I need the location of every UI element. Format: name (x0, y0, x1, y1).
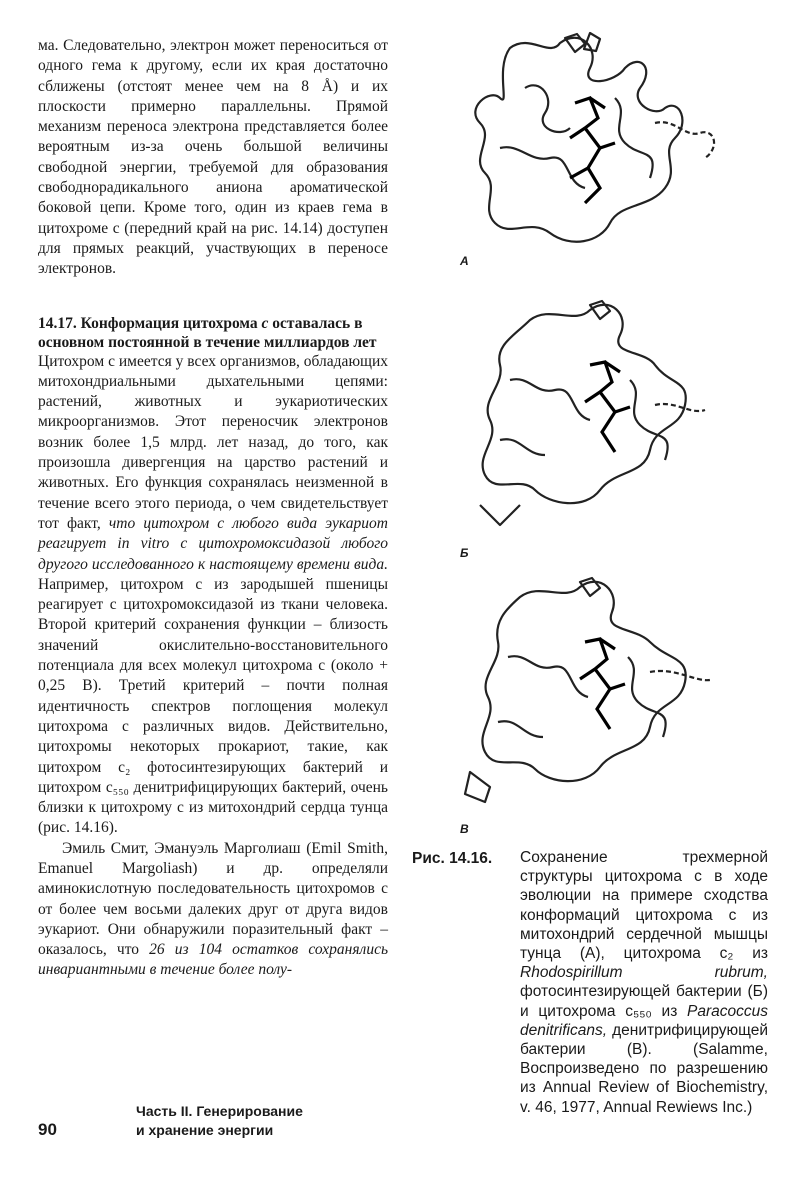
protein-structure-a-illustration (440, 28, 740, 268)
paragraph-3 (38, 839, 388, 981)
figure-panel-a (440, 28, 740, 268)
running-footer (136, 1102, 303, 1140)
section-title-part-b: оставалась в основном постоянной в течение миллиардов лет (38, 314, 377, 351)
caption-text-b: фотосинтезирующей бактерии (Б) и цитохрома с₅₅₀ из (520, 983, 768, 1020)
paragraph-2-text-a: Цитохром с имеется у всех организмов, обладающих митохондриальными дыхательными цепями: растений, животных и эукариотических микроорганизмов. Этот переносчик электронов возник более 1,5 млрд. лет назад, до того, как произошла дивергенция на царство растений и животных. Его функция сохранялась неизменной в течение всего этого периода, о чем свидетельствует тот факт, (38, 352, 388, 532)
caption-organism-1: Rhodospirillum rubrum, (520, 964, 768, 982)
panel-label-a: A (460, 254, 469, 268)
paragraph-1: ма. Следовательно, электрон может переноситься от одного гема к другому, если их края достаточно сближены (отстоят менее чем на 8 Å) и их плоскости примерно параллельны. Прямой механизм переноса электрона представляется более вероятным из-за очень большой величины свободной энергии, требуемой для образования свободнорадикального аниона ароматической боковой цепи. Кроме того, один из краев гема в цитохроме с (передний край на рис. 14.14) доступен для прямых реакций, участвующих в переносе электронов. (38, 37, 388, 278)
section-number: 14.17. (38, 314, 77, 332)
caption-text-a: Сохранение трехмерной структуры цитохрома с в ходе эволюции на примере сходства конформаций цитохрома с из митохондрий сердечной мышцы тунца (А), цитохрома с₂ из (520, 849, 768, 963)
page-number: 90 (38, 1120, 57, 1139)
panel-label-b: Б (460, 546, 469, 560)
paragraph-3-text-a: Эмиль Смит, Эмануэль Марголиаш (Emil Smith, Emanuel Margoliash) и др. определяли аминокислотную последовательность цитохромов с от более чем восьми далеких друг от друга видов эукариот. Они обнаружили поразительный факт – оказалось, что (38, 839, 388, 959)
protein-structure-c-illustration (440, 562, 740, 822)
caption-text-c: денитрифицирующей бактерии (В). (Salamme, Воспроизведено по разрешению из Annual Review of Biochemistry, v. 46, 1977, Annual Rewiews Inc.) (520, 1021, 768, 1116)
paragraph-3-italic: 26 из 104 остатков сохранялись инвариантными в течение более полу- (38, 941, 388, 979)
protein-structure-b-illustration (440, 290, 740, 540)
figure-caption-label: Рис. 14.16. (412, 850, 493, 867)
panel-label-c: В (460, 822, 469, 836)
main-text-column (38, 36, 388, 981)
figure-panel-b (440, 290, 740, 560)
section-title-c: с (261, 314, 269, 332)
caption-organism-2: Paracoccus denitrificans, (520, 1002, 768, 1039)
running-footer-line-1: Часть II. Генерирование (136, 1103, 303, 1119)
section-heading (38, 314, 388, 352)
paragraph-2 (38, 352, 388, 839)
paragraph-2-text-b: Например, цитохром с из зародышей пшеницы реагирует с цитохромоксидазой из ткани человека. Второй критерий сохранения функции – близость значений окислительно-восстановительного потенциала для всех молекул цитохрома с (около + 0,25 В). Третий критерий – почти полная идентичность спектров поглощения молекул цитохрома с различных видов. Действительно, цитохромы некоторых прокариот, такие, как цитохром с₂ фотосинтезирующих бактерий и цитохром с₅₅₀ денитрифицирующих бактерий, очень близки к цитохрому с из митохондрий сердца тунца (рис. 14.16). (38, 575, 388, 837)
paragraph-2-italic: что цитохром с любого вида эукариот реагирует in vitro с цитохромоксидазой любого другого исследованного к настоящему времени вида. (38, 514, 388, 573)
figure-panel-c (440, 562, 740, 836)
running-footer-line-2: и хранение энергии (136, 1122, 274, 1138)
section-title-part-a: Конформация цитохрома (80, 314, 258, 332)
figure-caption (520, 848, 768, 1117)
